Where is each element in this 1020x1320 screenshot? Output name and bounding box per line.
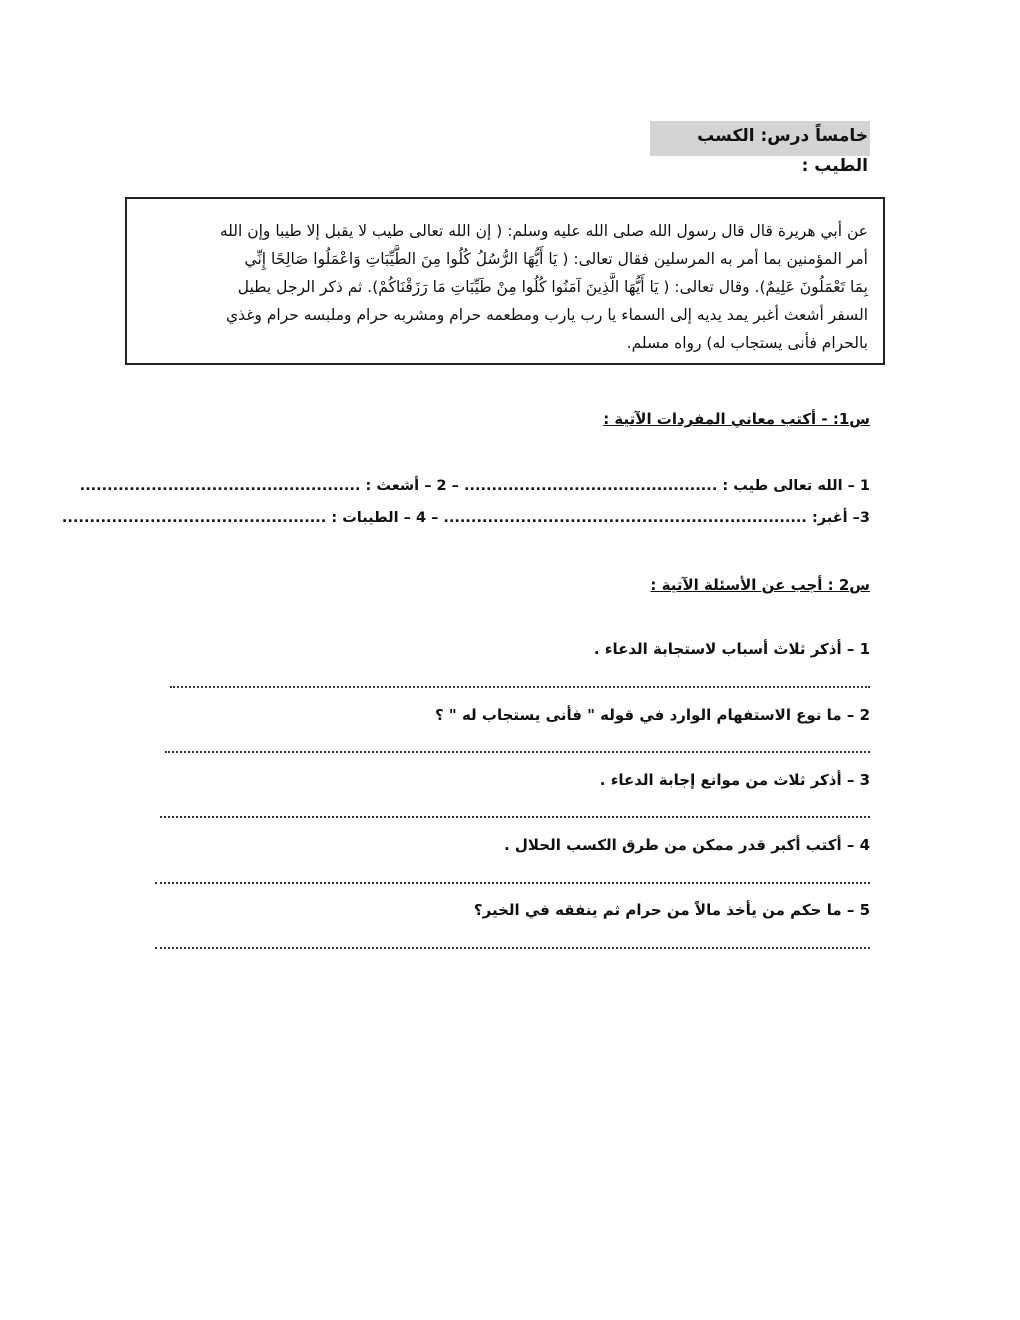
answer-line[interactable] <box>170 686 870 688</box>
question-item: 1 – أذكر ثلاث أسباب لاستجابة الدعاء . <box>593 640 870 658</box>
hadith-line: بِمَا تَعْمَلُونَ عَلِيمٌ). وقال تعالى: ( يَا أَيُّهَا الَّذِينَ آمَنُوا كُلُوا مِنْ طَيِّبَاتِ مَا رَزَقْنَاكُمْ). ثم ذكر الرجل يطيل <box>237 278 868 296</box>
hadith-line: أمر المؤمنين بما أمر به المرسلين فقال تعالى: ( يَا أَيُّهَا الرُّسُلُ كُلُوا مِنَ الطَّيِّبَاتِ وَاعْمَلُوا صَالِحًا إِنِّي <box>244 250 868 268</box>
hadith-line: عن أبي هريرة قال قال رسول الله صلى الله عليه وسلم: ( إن الله تعالى طيب لا يقبل إلا طيبا وإن الله <box>219 222 868 240</box>
question-item: 2 – ما نوع الاستفهام الوارد في قوله " فأنى يستجاب له " ؟ <box>434 706 870 724</box>
vocab-row-text: 3– أغبر: .................................................................. – 4 – الطيبات : ................................................ <box>61 510 870 526</box>
question-item: 3 – أذكر ثلاث من موانع إجابة الدعاء . <box>599 771 870 789</box>
lesson-title-text: خامساً درس: الكسب الطيب : <box>697 126 868 176</box>
hadith-box <box>125 197 885 365</box>
question-item: 5 – ما حكم من يأخذ مالاً من حرام ثم ينفقه في الخير؟ <box>473 901 870 919</box>
vocab-row-text: 1 – الله تعالى طيب : .............................................. – 2 – أشعث : ................................................... <box>79 478 870 494</box>
answer-line[interactable] <box>155 947 870 949</box>
hadith-line: بالحرام فأنى يستجاب له) رواه مسلم. <box>626 334 868 352</box>
vocab-row <box>61 510 870 534</box>
answer-line[interactable] <box>155 882 870 884</box>
answer-line[interactable] <box>165 751 870 753</box>
vocab-row <box>79 478 870 502</box>
question-item: 4 – أكتب أكبر قدر ممكن من طرق الكسب الحلال . <box>503 836 870 854</box>
hadith-line: السفر أشعث أغبر يمد يديه إلى السماء يا رب يارب ومطعمه حرام ومشربه حرام وملبسه حرام وغذي <box>226 306 868 324</box>
q2-heading: س2 : أجب عن الأسئلة الآتية : <box>650 576 870 594</box>
lesson-title <box>650 121 870 176</box>
answer-line[interactable] <box>160 816 870 818</box>
q1-heading: س1: - أكتب معاني المفردات الآتية : <box>603 410 870 428</box>
